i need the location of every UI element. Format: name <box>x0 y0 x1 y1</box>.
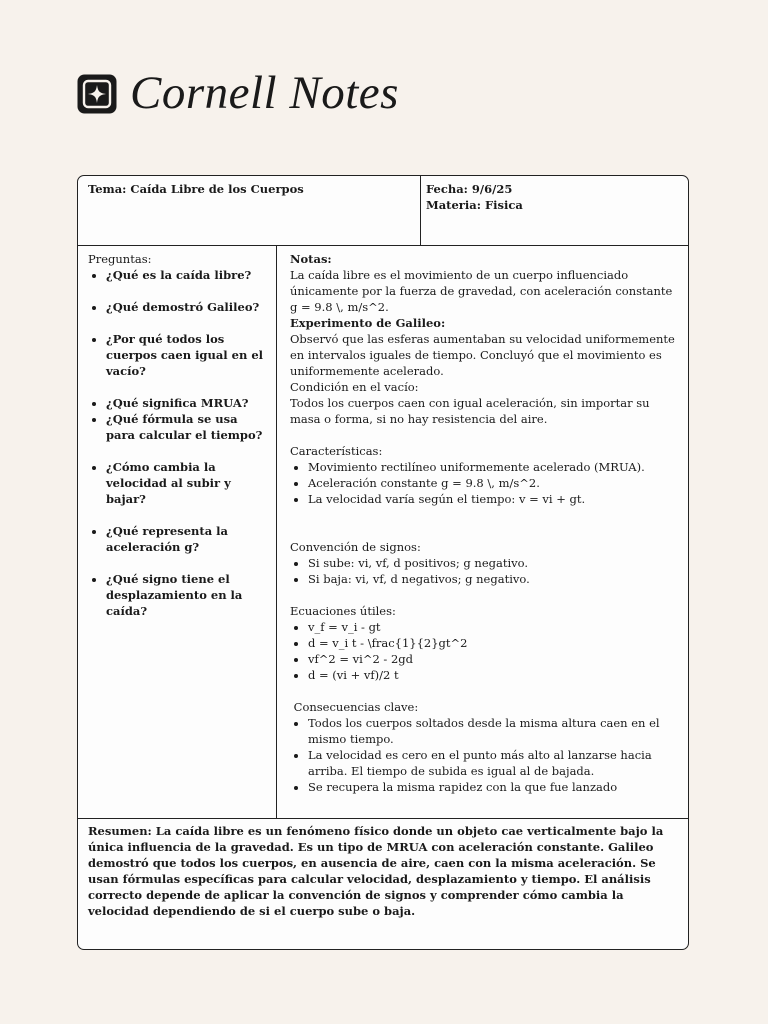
question-item: • ¿Por qué todos los cuerpos caen igual en el vacío? <box>106 331 266 379</box>
question-item: • ¿Qué es la caída libre? <box>106 267 266 283</box>
questions-label: Preguntas: <box>88 252 152 266</box>
notes-column <box>290 251 678 795</box>
equation-item: • d = (vi + vf)/2 t <box>308 667 678 683</box>
characteristic-item: • Aceleración constante g = 9.8 \, m/s^2. <box>308 475 678 491</box>
consequences-heading: Consecuencias clave: <box>290 700 419 714</box>
sign-item: • Si baja: vi, vf, d negativos; g negativo. <box>308 571 678 587</box>
date-field: Fecha: 9/6/25 <box>426 182 513 196</box>
spacer <box>290 587 678 603</box>
questions-list <box>88 267 266 619</box>
characteristic-item: • La velocidad varía según el tiempo: v = vi + gt. <box>308 491 678 507</box>
spacer <box>106 379 266 395</box>
consequence-item: • Se recupera la misma rapidez con la que fue lanzado <box>308 779 678 795</box>
page-header <box>76 67 399 119</box>
top-row-divider <box>78 245 688 246</box>
notes-intro: La caída libre es el movimiento de un cuerpo influenciado únicamente por la fuerza de gravedad, con aceleración constante g = 9.8 \, m/s^2. <box>290 268 673 314</box>
spacer <box>290 427 678 443</box>
consequences-list <box>290 715 678 795</box>
spacer <box>106 507 266 523</box>
subject-field: Materia: Fisica <box>426 198 523 212</box>
spacer <box>290 683 678 699</box>
signs-heading: Convención de signos: <box>290 540 421 554</box>
question-item: • ¿Qué signo tiene el desplazamiento en la caída? <box>106 571 266 619</box>
spacer <box>290 523 678 539</box>
top-column-divider <box>420 176 421 245</box>
summary: Resumen: La caída libre es un fenómeno físico donde un objeto cae verticalmente bajo la única influencia de la gravedad. Es un tipo de MRUA con aceleración constante. Galileo demostró que todos los cuerpos, en ausencia de aire, caen con la misma aceleración. Se usan fórmulas específicas para calcular velocidad, desplazamiento y tiempo. El análisis correcto depende de aplicar la convención de signos y comprender cómo cambia la velocidad dependiendo de si el cuerpo sube o baja. <box>88 824 664 918</box>
consequence-item: • La velocidad es cero en el punto más alto al lanzarse hacia arriba. El tiempo de subida es igual al de bajada. <box>308 747 678 779</box>
question-item: • ¿Cómo cambia la velocidad al subir y bajar? <box>106 459 266 507</box>
signs-list <box>290 555 678 587</box>
equation-item: • vf^2 = vi^2 - 2gd <box>308 651 678 667</box>
spacer <box>106 283 266 299</box>
galileo-heading: Experimento de Galileo: <box>290 316 446 330</box>
middle-column-divider <box>276 245 277 818</box>
characteristics-heading: Características: <box>290 444 383 458</box>
questions-column <box>88 251 266 619</box>
question-item: • ¿Qué fórmula se usa para calcular el tiempo? <box>106 411 266 443</box>
summary-divider <box>78 818 688 819</box>
consequence-item: • Todos los cuerpos soltados desde la misma altura caen en el mismo tiempo. <box>308 715 678 747</box>
cornell-notes-sheet <box>77 175 689 950</box>
spacer <box>106 443 266 459</box>
vacuum-text: Todos los cuerpos caen con igual aceleración, sin importar su masa o forma, si no hay resistencia del aire. <box>290 396 650 426</box>
sparkle-square-icon <box>76 73 118 115</box>
question-item: • ¿Qué representa la aceleración g? <box>106 523 266 555</box>
spacer <box>290 507 678 523</box>
page-title: Cornell Notes <box>130 67 399 119</box>
question-item: • ¿Qué demostró Galileo? <box>106 299 266 315</box>
notes-label: Notas: <box>290 252 332 266</box>
vacuum-heading: Condición en el vacío: <box>290 380 419 394</box>
spacer <box>106 315 266 331</box>
spacer <box>106 555 266 571</box>
characteristics-list <box>290 459 678 507</box>
galileo-text: Observó que las esferas aumentaban su velocidad uniformemente en intervalos iguales de tiempo. Concluyó que el movimiento es uniformemente acelerado. <box>290 332 675 378</box>
equations-heading: Ecuaciones útiles: <box>290 604 396 618</box>
equations-list <box>290 619 678 683</box>
equation-item: • v_f = v_i - gt <box>308 619 678 635</box>
topic-field: Tema: Caída Libre de los Cuerpos <box>88 182 304 196</box>
characteristic-item: • Movimiento rectilíneo uniformemente acelerado (MRUA). <box>308 459 678 475</box>
question-item: • ¿Qué significa MRUA? <box>106 395 266 411</box>
equation-item: • d = v_i t - \frac{1}{2}gt^2 <box>308 635 678 651</box>
sign-item: • Si sube: vi, vf, d positivos; g negativo. <box>308 555 678 571</box>
